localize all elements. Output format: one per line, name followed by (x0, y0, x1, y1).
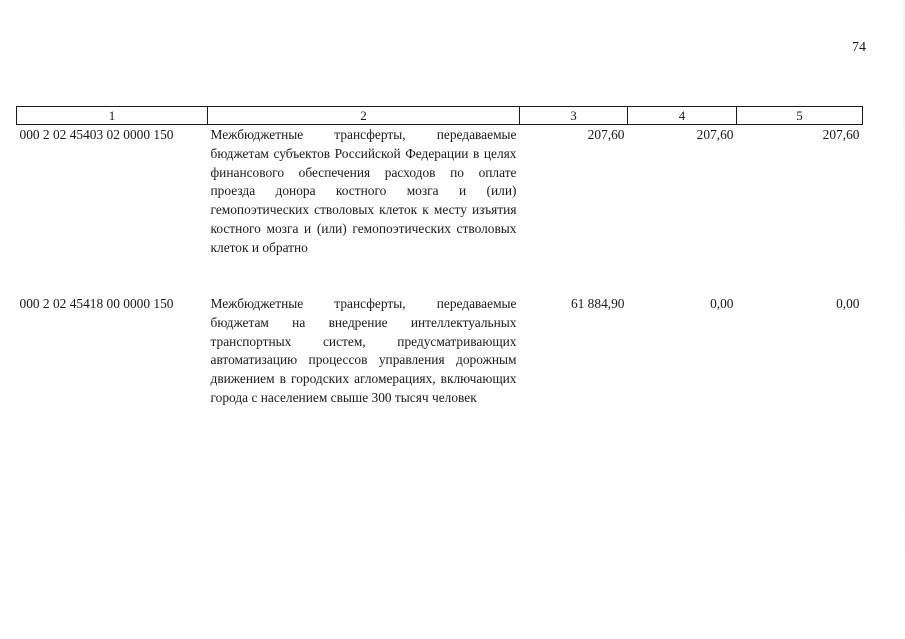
column-header-1: 1 (17, 107, 208, 125)
description-cell (208, 284, 520, 408)
column-header-5: 5 (737, 107, 863, 125)
value-col-4-cell: 0,00 (710, 296, 734, 311)
budget-table (16, 106, 863, 408)
page-number: 74 (852, 40, 866, 55)
value-col-4-cell: 207,60 (696, 127, 734, 142)
table-row (17, 284, 863, 408)
value-col-3-cell: 207,60 (587, 127, 625, 142)
table-header-row (17, 107, 863, 125)
budget-code-cell: 000 2 02 45418 00 0000 150 (19, 296, 174, 311)
column-header-4: 4 (628, 107, 737, 125)
description-text: Межбюджетные трансферты, передаваемые бюджетам на внедрение интеллектуальных транспортных систем, предусматривающих автоматизацию процессов управления дорожным движением в городских агломерациях, включающих города с населением свыше 300 тысяч человек (210, 296, 517, 405)
value-col-5-cell: 207,60 (822, 127, 860, 142)
table-row (17, 125, 863, 285)
description-cell (208, 125, 520, 285)
column-header-3: 3 (520, 107, 628, 125)
value-col-3-cell: 61 884,90 (570, 296, 625, 311)
budget-code-cell: 000 2 02 45403 02 0000 150 (19, 127, 174, 142)
value-col-5-cell: 0,00 (836, 296, 860, 311)
column-header-2: 2 (208, 107, 520, 125)
description-text: Межбюджетные трансферты, передаваемые бюджетам субъектов Российской Федерации в целях финансового обеспечения расходов по оплате проезда донора костного мозга и (или) гемопоэтических стволовых клеток к месту изъятия костного мозга и (или) гемопоэтических стволовых клеток и обратно (210, 127, 517, 255)
